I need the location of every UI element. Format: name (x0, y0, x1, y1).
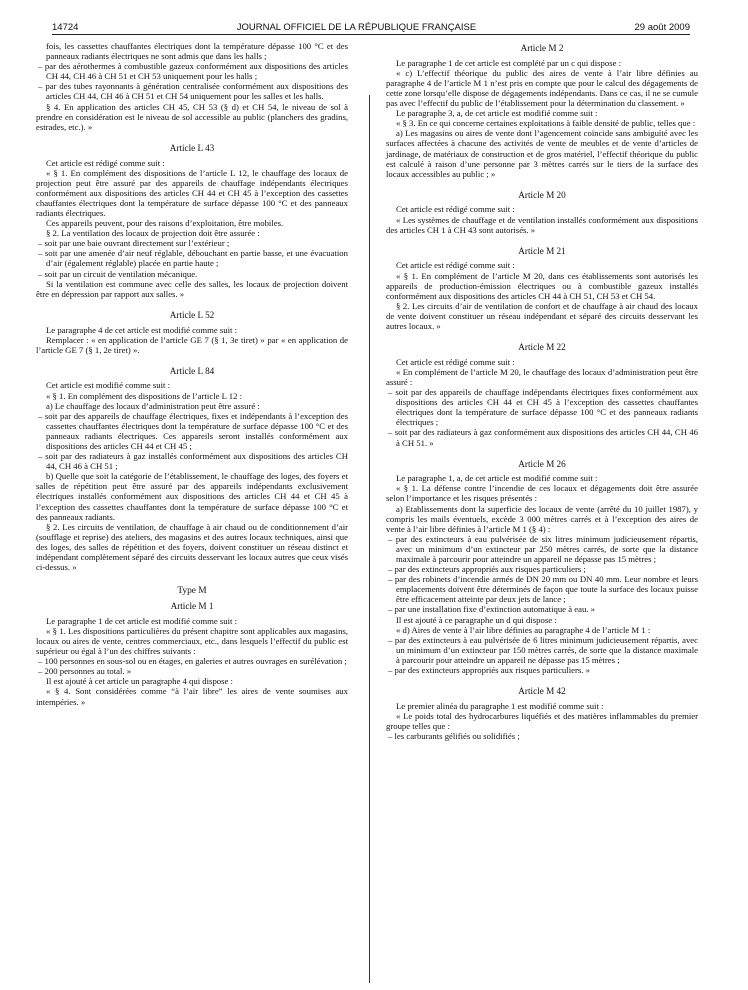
paragraph: « En complément de l’article M 20, le chauffage des locaux d’administration peut être assuré : (386, 366, 698, 387)
article-heading: Article M 21 (518, 245, 566, 256)
list-item: – par des extincteurs appropriés aux risques particuliers. » (386, 665, 698, 675)
list-item: – par des extincteurs à eau pulvérisée de six litres minimum judicieusement répartis, avec un minimum d’un extincteur par 250 mètres carrés, de sorte que la distance maximale à parcourir pour atteindre un appareil ne dépasse pas 15 mètres ; (386, 534, 698, 564)
list-item: – 100 personnes en sous-sol ou en étages, en galeries et autres ouvrages en surélévation ; (36, 656, 348, 666)
paragraph: « Le poids total des hydrocarbures liquéfiés et des matières inflammables du premier groupe telles que : (386, 710, 698, 731)
paragraph: § 4. En application des articles CH 45, CH 53 (§ d) et CH 54, le niveau de sol à prendre en considération est le niveau de sol accessible au public (planchers des gradins, estrades, etc.). » (36, 101, 348, 132)
paragraph: « c) L’effectif théorique du public des aires de vente à l’air libre définies au paragraphe 4 de l’article M 1 n’est pris en compte que pour le calcul des dégagements de cette zone lorsqu’elle dispose de dégagements indépendants. Dans ce cas, il ne se cumule pas avec l’effectif du public de l’établissement pour la détermination du classement. » (386, 67, 698, 109)
list-item: – par des extincteurs à eau pulvérisée de 6 litres minimum judicieusement répartis, avec un minimum d’un extincteur par 150 mètres carrés, de sorte que la distance maximale à parcourir pour atteindre un appareil ne dépasse pas 15 mètres ; (386, 635, 698, 665)
paragraph: Le premier alinéa du paragraphe 1 est modifié comme suit : (396, 700, 604, 711)
publication-date: 29 août 2009 (634, 22, 690, 33)
column-divider (369, 95, 370, 983)
list-item: – par des aérothermes à combustible gazeux conformément aux dispositions des articles CH 44, CH 46 à CH 51 et CH 53 uniquement pour les halls ; (36, 61, 348, 81)
article-heading: Article L 84 (169, 365, 215, 376)
paragraph: b) Quelle que soit la catégorie de l’établissement, le chauffage des loges, des foyers et salles de répétition peut être assuré par des appareils indépendants exclusivement électriques installés conformément aux dispositions des articles CH 44 et CH 45 à l’exception des cassettes chauffantes dont la température de surface dépasse 100 °C et des panneaux radiants. (36, 471, 348, 522)
header-rule (52, 34, 690, 35)
list-item: – par une installation fixe d’extinction automatique à eau. » (386, 604, 698, 614)
paragraph: « d) Aires de vente à l’air libre définies au paragraphe 4 de l’article M 1 : (396, 624, 651, 635)
list (386, 387, 698, 448)
paragraph: « Les systèmes de chauffage et de ventilation installés conformément aux dispositions des articles CH 1 à CH 43 sont autorisés. » (386, 214, 698, 235)
continued-text (36, 41, 348, 61)
list-item: – soit par des radiateurs à gaz installés conformément aux dispositions des articles CH 44, CH 46 à CH 51 ; (36, 451, 348, 471)
type-heading: Type M (177, 586, 207, 597)
paragraph: Le paragraphe 1 de cet article est modifié comme suit : (46, 615, 238, 626)
paragraph: « § 1. La défense contre l’incendie de ces locaux et dégagements doit être assurée selon l’importance et les risques présentés : (386, 483, 698, 504)
paragraph: « § 1. En complément des dispositions de l’article L 12 : (46, 390, 243, 401)
list (36, 61, 348, 101)
paragraph: § 2. Les circuits d’air de ventilation de confort et de chauffage à air chaud des locaux de vente doivent constituer un réseau indépendant et séparé des circuits desservant les autres locaux. » (386, 300, 698, 331)
paragraph: Remplacer : « en application de l’article GE 7 (§ 1, 3e tiret) » par « en application de l’article GE 7 (§ 1, 2e tiret) ». (36, 334, 348, 355)
paragraph: § 2. Les circuits de ventilation, de chauffage à air chaud ou de conditionnement d’air (soufflage et reprise) des ateliers, des magasins et des autres locaux techniques, ainsi que des loges, des salles de répétition et des foyers, doivent constituer un réseau distinct et indépendant complètement séparé des circuits desservant les locaux autres que ceux visés ci-dessus. » (36, 521, 348, 573)
paragraph: a) Etablissements dont la superficie des locaux de vente (arrêté du 10 juillet 1987), y compris les mails éventuels, excède 3 000 mètres carrés et à l’exception des aires de vente à l’air libre définies à l’article M 1 (§ 4) : (386, 503, 698, 534)
paragraph: Il est ajouté à cet article un paragraphe 4 qui dispose : (46, 676, 233, 687)
list-item: – par des extincteurs appropriés aux risques particuliers ; (386, 564, 698, 574)
article-heading: Article M 22 (518, 342, 566, 353)
page-number: 14724 (52, 22, 79, 33)
paragraph: Le paragraphe 4 de cet article est modifié comme suit : (46, 324, 238, 335)
paragraph: Cet article est rédigé comme suit : (396, 260, 515, 271)
paragraph: Le paragraphe 1, a, de cet article est modifié comme suit : (396, 473, 598, 484)
list-item: – soit par un circuit de ventilation mécanique. (36, 269, 348, 279)
list-item: – par des tubes rayonnants à génération centralisée conformément aux dispositions des articles CH 44, CH 46 à CH 51 et CH 54 uniquement pour les salles et les halls. (36, 81, 348, 101)
list (36, 411, 348, 472)
article-heading: Article M 2 (520, 43, 564, 53)
paragraph: Cet article est rédigé comme suit : (46, 157, 165, 168)
page-header (52, 15, 690, 33)
list-item: – soit par des appareils de chauffage indépendants électriques fixes conformément aux dispositions des articles CH 44 et CH 45 à l’exception des cassettes chauffantes électriques dont la température de surface dépasse 100 °C et des panneaux radiants électriques ; (386, 387, 698, 427)
list (36, 238, 348, 278)
paragraph: Si la ventilation est commune avec celle des salles, les locaux de projection doivent être en dépression par rapport aux salles. » (36, 278, 348, 299)
paragraph: « § 1. En complément de l’article M 20, dans ces établissements sont autorisés les appareils de production-émission électriques ou à combustible gazeux installés conformément aux dispositions des articles CH 44 à CH 51, CH 53 et CH 54. (386, 270, 698, 301)
paragraph: Le paragraphe 1 de cet article est complété par un c qui dispose : (396, 57, 622, 68)
right-column (386, 41, 698, 741)
article-heading: Article M 42 (518, 686, 566, 697)
list (386, 534, 698, 615)
paragraph: « § 1. Les dispositions particulières du présent chapitre sont applicables aux magasins, locaux ou aires de vente, centres commerciaux, etc., dans lesquels l’effectif du public est supérieur ou égal à l’un des chiffres suivants : (36, 625, 348, 657)
list-item: – soit par des radiateurs à gaz conformément aux dispositions des articles CH 44, CH 46 à CH 51. » (386, 427, 698, 447)
paragraph: « § 3. En ce qui concerne certaines exploitations à faible densité de public, telles que : (396, 118, 696, 129)
list-item: – soit par une baie ouvrant directement sur l’extérieur ; (36, 238, 348, 248)
paragraph: Il est ajouté à ce paragraphe un d qui dispose : (396, 614, 557, 625)
article-heading: Article M 20 (518, 189, 566, 200)
article-heading: Article L 43 (169, 142, 215, 153)
list (36, 656, 348, 676)
paragraph: § 2. La ventilation des locaux de projection doit être assurée : (46, 228, 260, 239)
list (386, 635, 698, 675)
article-heading: Article L 52 (169, 309, 215, 320)
article-heading: Article M 1 (170, 601, 214, 612)
journal-title: JOURNAL OFFICIEL DE LA RÉPUBLIQUE FRANÇAISE (236, 22, 477, 33)
paragraph: Ces appareils peuvent, pour des raisons d’exploitation, être mobiles. (46, 218, 284, 229)
list-item: – les carburants gélifiés ou solidifiés ; (386, 731, 698, 741)
list-item: – 200 personnes au total. » (36, 666, 348, 676)
article-heading: Article M 26 (518, 458, 566, 469)
paragraph: a) Le chauffage des locaux d’administration peut être assuré : (46, 400, 260, 411)
list (386, 731, 698, 741)
paragraph: Cet article est modifié comme suit : (46, 380, 171, 391)
paragraph: Le paragraphe 3, a, de cet article est modifié comme suit : (396, 108, 598, 119)
list-item: – soit par des appareils de chauffage électriques, fixes et indépendants à l’exception des cassettes chauffantes électriques dont la température de surface dépasse 100 °C et des panneaux radiants électriques. Ces appareils seront installés conformément aux dispositions des articles CH 44 et CH 45 ; (36, 411, 348, 451)
list-item: – soit par une amenée d’air neuf réglable, débouchant en partie basse, et une évacuation d’air (également réglable) placée en partie haute ; (36, 248, 348, 268)
list-item: – par des robinets d’incendie armés de DN 20 mm ou DN 40 mm. Leur nombre et leurs emplacements doivent être déterminés de façon que toute la surface des locaux puisse être efficacement atteinte par deux jets de lance ; (386, 574, 698, 604)
paragraph: fois, les cassettes chauffantes électriques dont la température dépasse 100 °C et des panneaux radiants électriques ne sont admis que dans les halls ; (46, 41, 348, 62)
paragraph: Cet article est rédigé comme suit : (396, 204, 515, 215)
left-column (36, 41, 348, 707)
paragraph: « § 4. Sont considérées comme “à l’air libre” les aires de vente soumises aux intempéries. » (36, 686, 348, 707)
paragraph: Cet article est rédigé comme suit : (396, 356, 515, 367)
paragraph: « § 1. En complément des dispositions de l’article L 12, le chauffage des locaux de projection peut être assuré par des appareils de chauffage indépendants électriques conformément aux dispositions des articles CH 44 et CH 45 à l’exception des cassettes chauffantes électriques dont la température de surface dépasse 100 °C et des panneaux radiants électriques. (36, 167, 348, 218)
paragraph: a) Les magasins ou aires de vente dont l’agencement coïncide sans ambiguïté avec les surfaces affectées à chacune des activités de vente de meubles et de vente d’articles de jardinage, de matériaux de construction et de gros matériel, l’effectif théorique du public est calculé à raison d’une personne par 3 mètres carrés sur le tiers de la surface des locaux accessibles au public ; » (386, 128, 698, 179)
